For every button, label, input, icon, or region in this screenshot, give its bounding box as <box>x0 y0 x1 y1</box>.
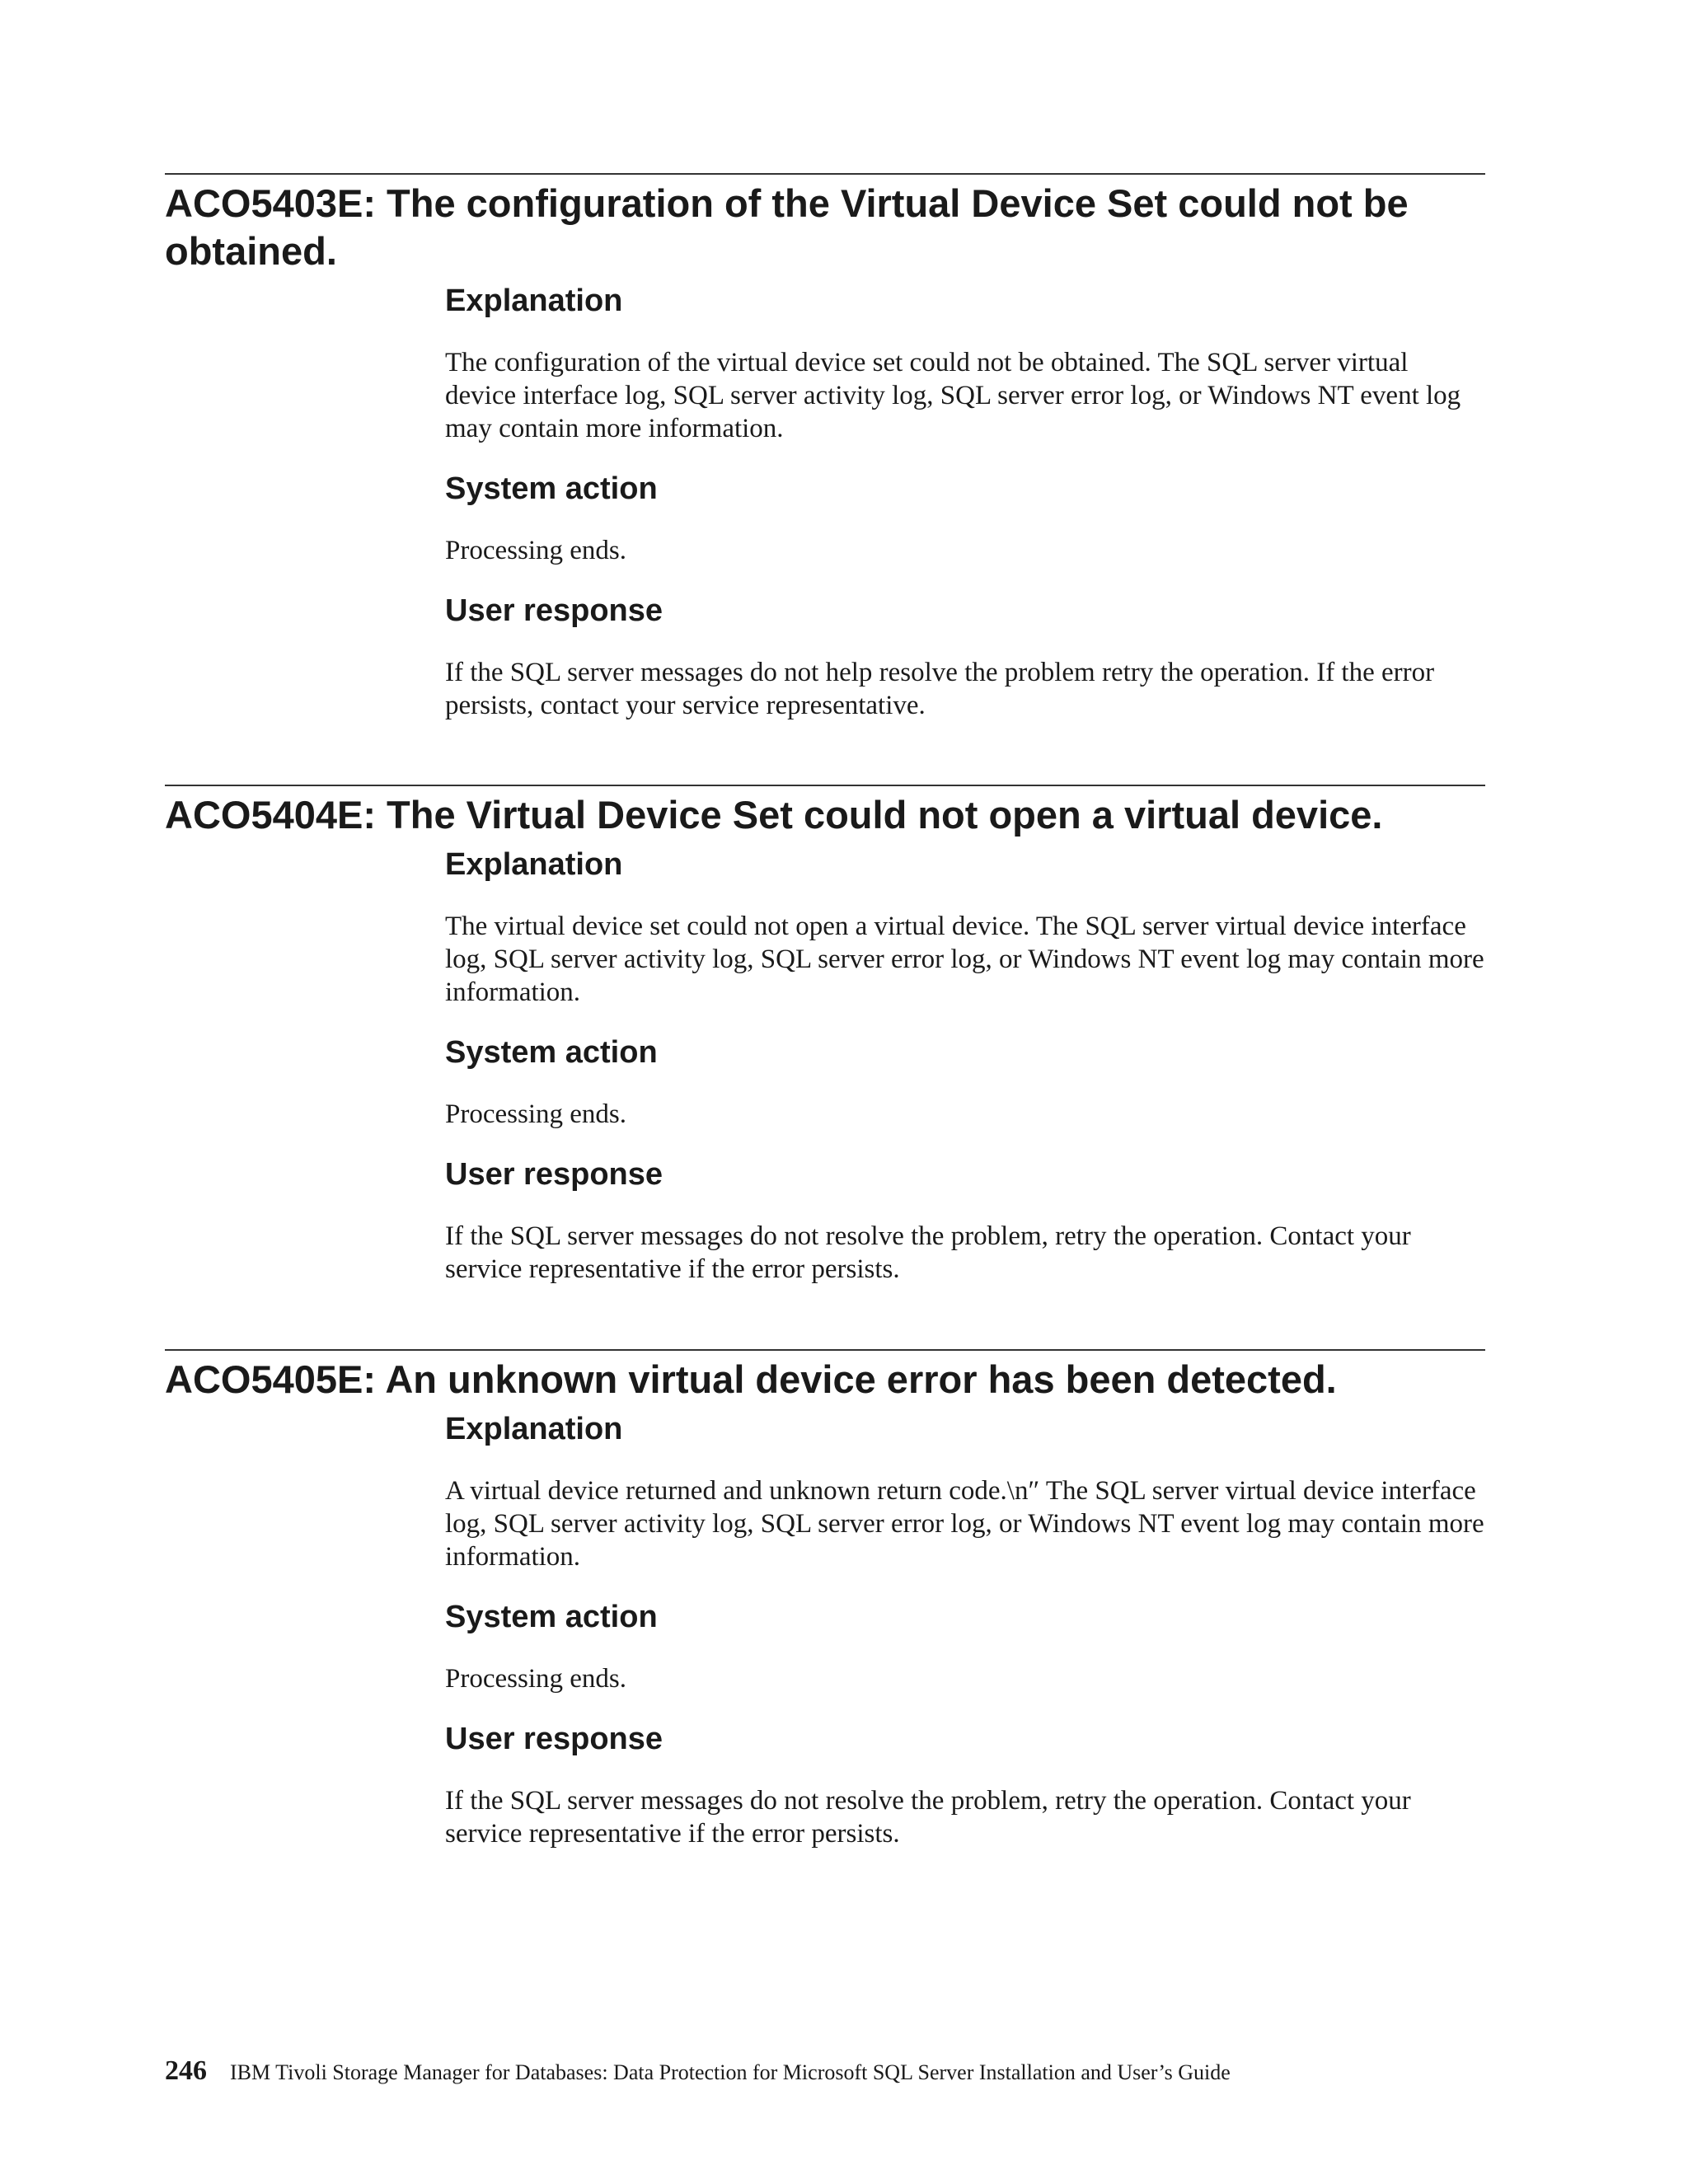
explanation-heading: Explanation <box>445 1412 623 1446</box>
user-response-text: If the SQL server messages do not resolve the problem, retry the operation. Contact your service representative if the error persists. <box>445 1221 1411 1284</box>
message-aco5403e <box>165 173 1485 722</box>
section-divider <box>165 1349 1485 1351</box>
message-aco5405e <box>165 1349 1485 1850</box>
book-title: IBM Tivoli Storage Manager for Databases: Data Protection for Microsoft SQL Server Installation and User’s Guide <box>230 2060 1231 2084</box>
message-title: ACO5404E: The Virtual Device Set could not open a virtual device. <box>165 793 1383 837</box>
explanation-text: The configuration of the virtual device set could not be obtained. The SQL server virtual device interface log, SQL server activity log, SQL server error log, or Windows NT event log may contain more information. <box>445 348 1461 443</box>
user-response-text: If the SQL server messages do not resolve the problem, retry the operation. Contact your service representative if the error persists. <box>445 1786 1411 1849</box>
user-response-heading: User response <box>445 1157 663 1192</box>
system-action-text: Processing ends. <box>445 1099 626 1129</box>
system-action-heading: System action <box>445 1035 658 1070</box>
message-sections <box>445 1410 1485 1850</box>
explanation-heading: Explanation <box>445 847 623 882</box>
message-sections <box>445 846 1485 1286</box>
system-action-text: Processing ends. <box>445 536 626 565</box>
user-response-heading: User response <box>445 593 663 628</box>
message-title: ACO5403E: The configuration of the Virtual Device Set could not be obtained. <box>165 181 1409 273</box>
page-footer <box>165 2055 1231 2087</box>
user-response-text: If the SQL server messages do not help resolve the problem retry the operation. If the error persists, contact your service representative. <box>445 658 1435 720</box>
user-response-heading: User response <box>445 1722 663 1756</box>
explanation-text: The virtual device set could not open a virtual device. The SQL server virtual device interface log, SQL server activity log, SQL server error log, or Windows NT event log may contain more information. <box>445 912 1484 1007</box>
system-action-heading: System action <box>445 471 658 506</box>
message-aco5404e <box>165 785 1485 1286</box>
section-divider <box>165 173 1485 175</box>
page-number: 246 <box>165 2055 207 2086</box>
system-action-text: Processing ends. <box>445 1664 626 1694</box>
section-divider <box>165 785 1485 786</box>
message-sections <box>445 282 1485 722</box>
explanation-heading: Explanation <box>445 284 623 318</box>
system-action-heading: System action <box>445 1600 658 1634</box>
explanation-text: A virtual device returned and unknown return code.\n″ The SQL server virtual device interface log, SQL server activity log, SQL server error log, or Windows NT event log may contain more information. <box>445 1476 1484 1572</box>
message-title: ACO5405E: An unknown virtual device error has been detected. <box>165 1357 1337 1401</box>
